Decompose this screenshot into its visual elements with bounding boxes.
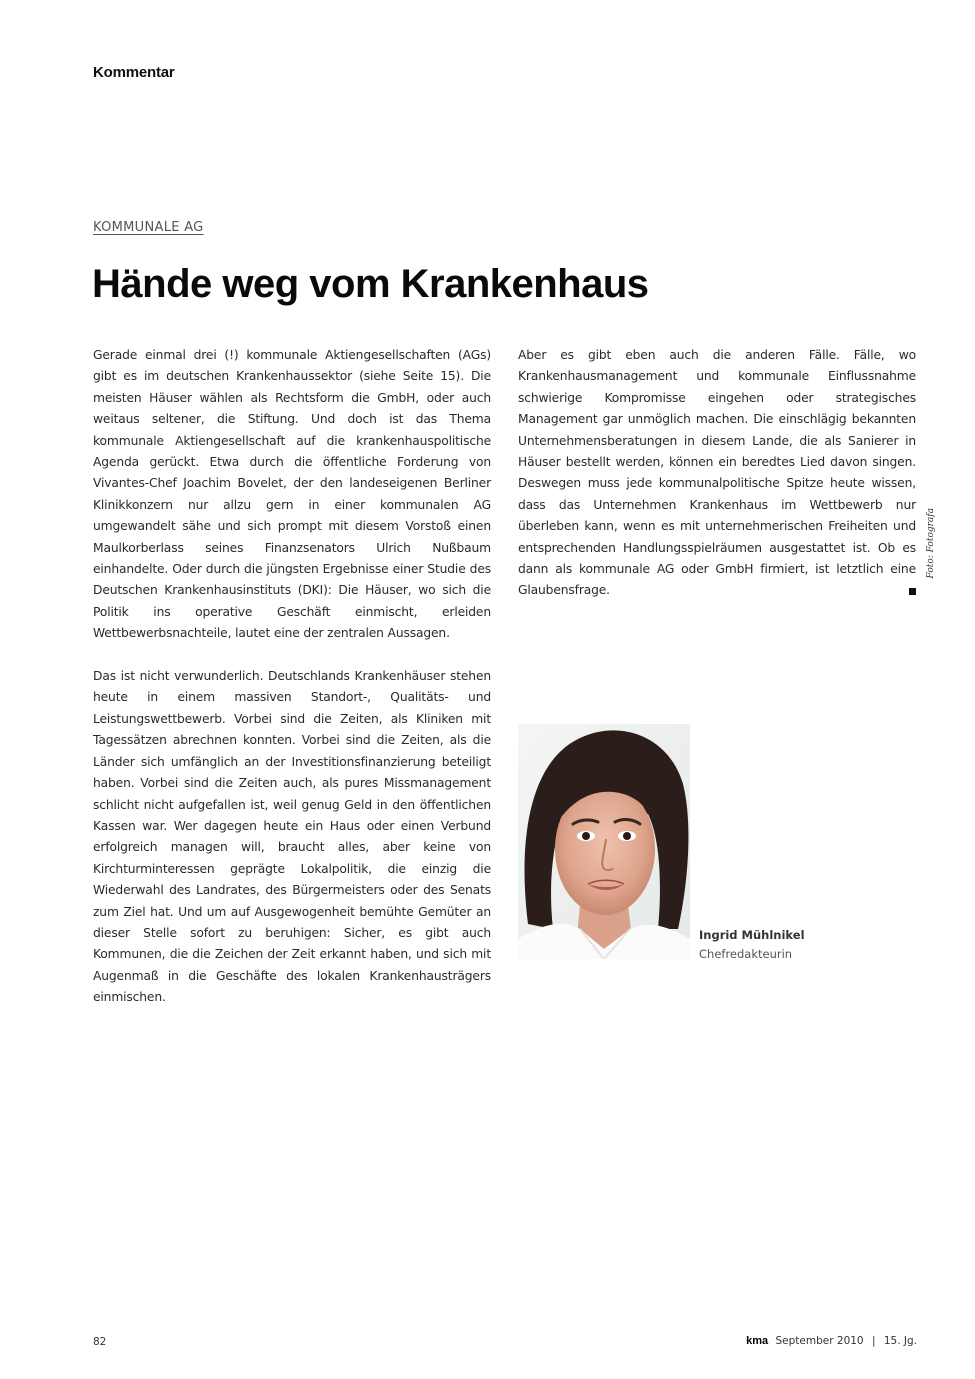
issue-date: September 2010: [775, 1335, 864, 1347]
portrait-image: [518, 724, 690, 959]
article-column-left: [93, 345, 491, 1009]
magazine-logo: kma: [746, 1335, 769, 1347]
footer-separator: |: [871, 1335, 876, 1347]
section-label: Kommentar: [93, 64, 175, 81]
author-portrait: [518, 724, 690, 959]
paragraph-text: Aber es gibt eben auch die anderen Fälle. Fälle, wo Krankenhausmanagement und kommunale Einflussnahme schwierige Kompromisse eingehen oder strategisches Management gar unmöglich machen. Die einschlägig bekannten Unternehmensberatungen in diesem Lande, die als Sanierer in Häuser bestellt werden, können ein beredtes Lied davon singen. Deswegen muss jede kommunalpolitische Spitze heute wissen, dass das Unternehmen Krankenhaus im Wettbewerb nur überleben kann, wenn es mit unternehmerischen Freiheiten und entsprechenden Handlungsspielräumen ausgestattet ist. Ob es dann als kommunale AG oder GmbH firmiert, ist letztlich eine Glaubensfrage.: [518, 348, 916, 598]
paragraph: Das ist nicht verwunderlich. Deutschlands Krankenhäuser stehen heute in einem massiven Standort-, Qualitäts- und Leistungswettbewerb. Vorbei sind die Zeiten, als Kliniken mit Tagessätzen abrechnen konnten. Vorbei sind die Zeiten, als die Länder sich umfänglich an der Investitionsfinanzierung beteiligt haben. Vorbei sind die Zeiten auch, als pures Missmanagement schlicht nicht aufgefallen ist, weil genug Geld in den öffentlichen Kassen war. Wer dagegen heute ein Haus oder einen Verbund erfolgreich managen will, braucht alles, aber keine von Kirchturminteressen geprägte Lokalpolitik, die einzig die Wiederwahl des Landrates, des Bürgermeisters oder des Senats zum Ziel hat. Und um auf Ausgewogenheit bemühte Gemüter an dieser Stelle sofort zu beruhigen: Sicher, es gibt auch Kommunen, die die Zeichen der Zeit erkannt haben, und sich mit Augenmaß in die Geschäfte des lokalen Krankenhausträgers einmischen.: [93, 669, 491, 1005]
footer-issue-info: [746, 1335, 917, 1347]
volume: 15. Jg.: [883, 1335, 917, 1347]
article-column-right: [518, 345, 916, 602]
author-role: Chefredakteurin: [699, 947, 793, 961]
page-number: 82: [93, 1336, 107, 1348]
article-title: Hände weg vom Krankenhaus: [92, 262, 649, 306]
photo-credit: Foto: Fotografa: [926, 508, 936, 579]
paragraph: [518, 345, 916, 602]
article-kicker: KOMMUNALE AG: [93, 220, 204, 235]
paragraph: Gerade einmal drei (!) kommunale Aktiengesellschaften (AGs) gibt es im deutschen Krankenhaussektor (siehe Seite 15). Die meisten Häuser wählen als Rechtsform die GmbH, oder auch weitaus seltener, die Stiftung. Und doch ist das Thema kommunale Aktiengesellschaft auf die krankenhauspolitische Agenda gerückt. Etwa durch die öffentliche Forderung von Vivantes-Chef Joachim Bovelet, der den landeseigenen Berliner Klinikkonzern nur allzu gern in einer kommunalen AG umgewandelt sähe und sich prompt mit diesem Vorstoß einen Maulkorberlass seines Finanzsenators Ulrich Nußbaum einhandelte. Oder durch die jüngsten Ergebnisse einer Studie des Deutschen Krankenhausinstituts (DKI): Die Häuser, wo sich die Politik ins operative Geschäft einmischt, erleiden Wettbewerbsnachteile, lautet eine der zentralen Aussagen.: [93, 348, 491, 641]
end-mark-icon: [909, 588, 916, 595]
author-name: Ingrid Mühlnikel: [699, 928, 805, 942]
